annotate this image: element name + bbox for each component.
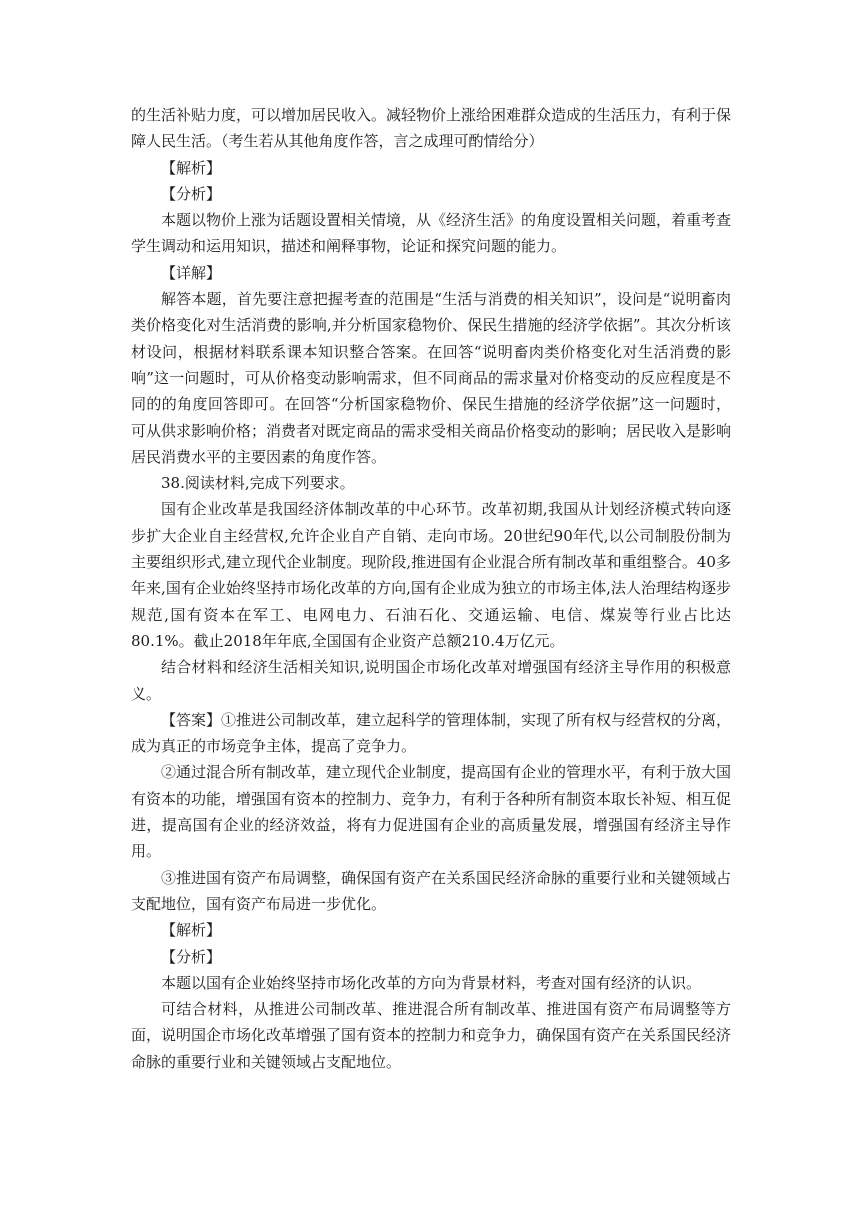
section-label-analysis-2: 【解析】 bbox=[161, 921, 222, 940]
paragraph-breakdown-2: 本题以国有企业始终坚持市场化改革的方向为背景材料，考查对国有经济的认识。 bbox=[161, 973, 702, 992]
section-label-analysis: 【解析】 bbox=[161, 158, 222, 177]
paragraph-question: 结合材料和经济生活相关知识,说明国企市场化改革对增强国有经济主导作用的积极意义。 bbox=[131, 658, 731, 703]
paragraph-answer-3: ③推进国有资产布局调整，确保国有资产在关系国民经济命脉的重要行业和关键领域占支配地位，国有资产布局进一步优化。 bbox=[131, 868, 732, 913]
paragraph-conclusion: 可结合材料，从推进公司制改革、推进混合所有制改革、推进国有资产布局调整等方面，说明国企市场化改革增强了国有资本的控制力和竞争力，确保国有资产在关系国民经济命脉的重要行业和关键领域占支配地位。 bbox=[131, 1000, 732, 1071]
paragraph-breakdown: 本题以物价上涨为话题设置相关情境，从《经济生活》的角度设置相关问题，着重考查学生调动和运用知识，描述和阐释事物，论证和探究问题的能力。 bbox=[131, 211, 732, 256]
paragraph-answer-2: ②通过混合所有制改革，建立现代企业制度，提高国有企业的管理水平，有利于放大国有资本的功能，增强国有资本的控制力、竞争力，有利于各种所有制资本取长补短、相互促进，提高国有企业的经济效益，将有力促进国有企业的高质量发展，增强国有经济主导作用。 bbox=[131, 763, 732, 861]
document-body bbox=[131, 102, 731, 1075]
paragraph-material: 国有企业改革是我国经济体制改革的中心环节。改革初期,我国从计划经济模式转向逐步扩大企业自主经营权,允许企业自产自销、走向市场。20世纪90年代,以公司制股份制为主要组织形式,建立现代企业制度。现阶段,推进国有企业混合所有制改革和重组整合。40多年来,国有企业始终坚持市场化改革的方向,国有企业成为独立的市场主体,法人治理结构逐步规范,国有资本在军工、电网电力、石油石化、交通运输、电信、煤炭等行业占比达80.1%。截止2018年年底,全国国有企业资产总额210.4万亿元。 bbox=[131, 500, 731, 650]
paragraph-continuation: 的生活补贴力度，可以增加居民收入。减轻物价上涨给困难群众造成的生活压力，有利于保障人民生活。（考生若从其他角度作答，言之成理可酌情给分） bbox=[131, 106, 732, 151]
paragraph-detail: 解答本题，首先要注意把握考查的范围是“生活与消费的相关知识”，设问是“说明畜肉类价格变化对生活消费的影响,并分析国家稳物价、保民生措施的经济学依据”。其次分析该材设问，根据材料联系课本知识整合答案。在回答“说明畜肉类价格变化对生活消费的影响”这一问题时，可从价格变动影响需求，但不同商品的需求量对价格变动的反应程度是不同的的角度回答即可。在回答“分析国家稳物价、保民生措施的经济学依据”这一问题时，可从供求影响价格；消费者对既定商品的需求受相关商品价格变动的影响；居民收入是影响居民消费水平的主要因素的角度作答。 bbox=[131, 290, 732, 466]
paragraph-answer-1: 【答案】①推进公司制改革，建立起科学的管理体制，实现了所有权与经营权的分离，成为真正的市场竞争主体，提高了竞争力。 bbox=[131, 710, 732, 756]
section-label-detail: 【详解】 bbox=[161, 263, 222, 282]
section-label-breakdown-2: 【分析】 bbox=[161, 947, 222, 966]
section-label-breakdown: 【分析】 bbox=[161, 184, 222, 203]
question-heading: 38.阅读材料,完成下列要求。 bbox=[161, 474, 355, 493]
